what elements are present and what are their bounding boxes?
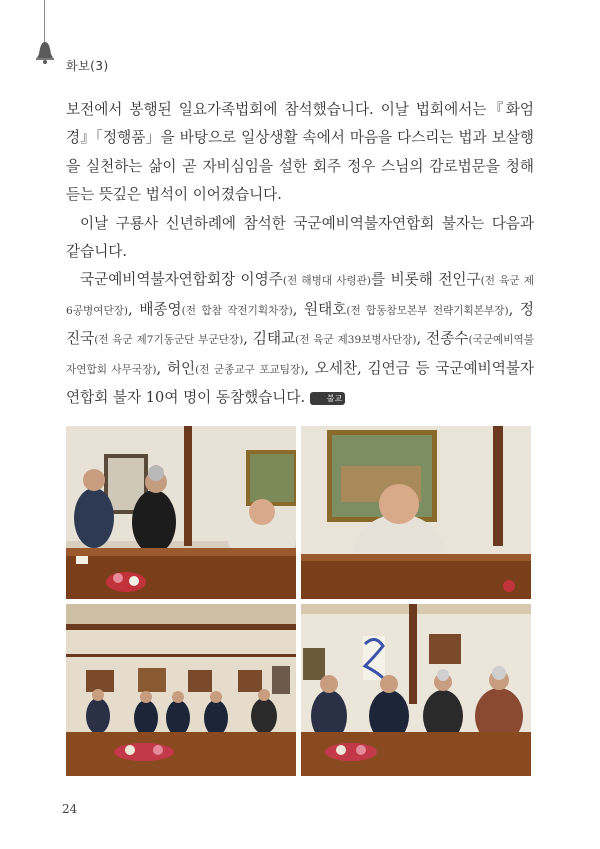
attendee-title: (전 육군 제7기동군단 부군단장) <box>94 334 244 347</box>
bell-icon <box>36 40 54 64</box>
attendee-name: 김태교 <box>252 330 296 348</box>
attendee-name: 정진국 <box>66 300 534 348</box>
attendee-separator: , <box>128 300 140 318</box>
paragraph-3 <box>66 266 534 412</box>
attendee-separator: , <box>243 330 253 348</box>
attendee-title: (전 군종교구 포교팀장) <box>195 363 305 376</box>
photo-group-standing <box>66 604 296 776</box>
attendee-name: 원태호 <box>304 300 347 318</box>
section-title: 화보(3) <box>66 59 109 73</box>
attendee-title: (전 육군 제39보병사단장) <box>295 334 417 347</box>
article-body <box>66 96 534 412</box>
attendee-separator: , <box>416 330 427 348</box>
end-mark: 불교 <box>310 392 345 405</box>
photo-attendees-seated <box>301 604 531 776</box>
attendee-separator: , <box>304 359 315 377</box>
attendee-title: (전 육군 제6공병여단장) <box>66 275 535 317</box>
attendee-title: (국군예비역불자연합회 사무국장) <box>66 334 534 376</box>
paragraph-1: 보전에서 봉행된 일요가족법회에 참석했습니다. 이날 법회에서는『화엄경』「정행품」을 바탕으로 일상생활 속에서 마음을 다스리는 법과 보살행을 실천하는 삶이 곧 자비심임을 설한 회주 정우 스님의 감로법문을 청해 듣는 뜻깊은 법석이 이어졌습니다. <box>66 101 534 204</box>
photo-meeting-group <box>66 426 296 599</box>
attendee-separator: , <box>156 359 167 377</box>
attendee-name: 배종영 <box>139 300 182 318</box>
photo-monk-portrait <box>301 426 531 599</box>
attendee-separator: , <box>508 300 520 318</box>
paragraph-3-end: 오세찬, 김연금 등 국군예비역불자연합회 불자 10여 명이 동참했습니다. <box>66 359 535 407</box>
attendee-title: (전 합참 작전기획차장) <box>181 304 293 317</box>
attendee-name: 전인구 <box>438 271 481 289</box>
attendee-title: (전 해병대 사령관) <box>282 275 372 288</box>
attendee-name: 국군예비역불자연합회장 이영주 <box>80 271 283 289</box>
attendee-name: 허인 <box>166 359 196 377</box>
attendee-title: (전 합동참모본부 전략기획본부장) <box>346 304 509 317</box>
page-number: 24 <box>62 802 78 816</box>
attendee-name: 전종수 <box>426 330 469 348</box>
hanging-line <box>44 0 45 42</box>
attendee-separator: 를 비롯해 <box>371 271 439 289</box>
paragraph-2: 이날 구룡사 신년하례에 참석한 국군예비역불자연합회 불자는 다음과 같습니다. <box>66 214 534 261</box>
attendee-separator: , <box>292 300 305 318</box>
